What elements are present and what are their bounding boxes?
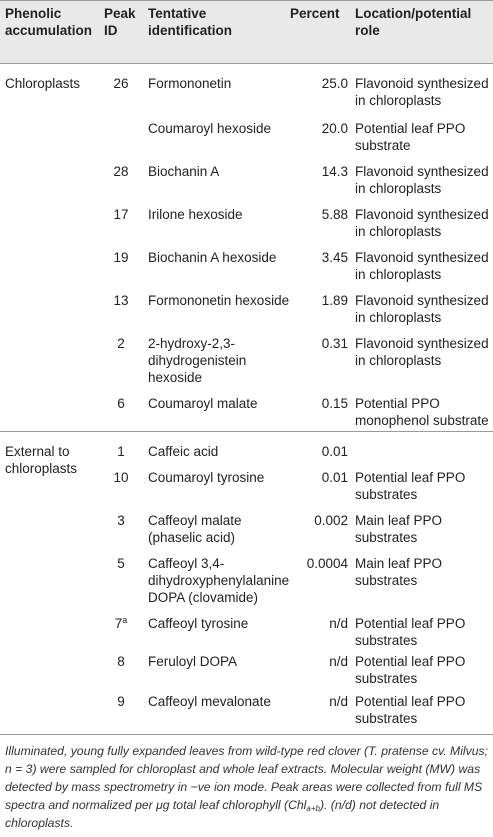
- compound-name: Coumaroyl malate: [148, 396, 258, 411]
- compound-name: Biochanin A: [148, 164, 220, 179]
- percent-value: 0.01: [321, 470, 348, 485]
- table-header: [0, 0, 493, 64]
- group-label-external: External to chloroplasts: [5, 444, 78, 476]
- compound-name: Caffeoyl 3,4-dihydroxyphenylalanine DOPA (clovamide): [148, 556, 290, 605]
- header-location-role: Location/potential role: [355, 6, 472, 38]
- table-bottom-rule: [0, 734, 493, 735]
- peak-id: 8: [117, 654, 125, 669]
- compound-name: Caffeoyl tyrosine: [148, 616, 249, 631]
- peak-id: 19: [113, 250, 129, 265]
- percent-value: n/d: [329, 694, 348, 709]
- header-tentative-identification: Tentative identification: [148, 6, 232, 38]
- peak-id: 26: [113, 76, 129, 91]
- peak-id: 10: [113, 470, 129, 485]
- location-role: Potential leaf PPO substrates: [355, 694, 466, 726]
- peak-id: 17: [113, 207, 129, 222]
- location-role: Potential leaf PPO substrate: [355, 121, 466, 153]
- compound-name: Irilone hexoside: [148, 207, 243, 222]
- compound-name: Biochanin A hexoside: [148, 250, 277, 265]
- percent-value: 0.002: [314, 513, 348, 528]
- compound-name: Caffeic acid: [148, 444, 219, 459]
- location-role: Flavonoid synthesized in chloroplasts: [355, 207, 489, 239]
- percent-value: 1.89: [321, 293, 348, 308]
- compound-name: Coumaroyl tyrosine: [148, 470, 265, 485]
- percent-value: 0.31: [321, 336, 348, 351]
- peak-id: 7$^a$: [114, 615, 128, 631]
- group-divider: [0, 431, 493, 432]
- header-percent: Percent: [290, 6, 340, 21]
- table-footnote: Illuminated, young fully expanded leaves from wild-type red clover (T. pratense cv. Milvus; n = 3) were sampled for chloroplast and whole leaf extracts. Molecular weight (MW) was detected by mass spectrometry in −ve ion mode. Peak areas were collected from full MS spectra and normalized per μg total leaf chlorophyll (Chl$_{a+b}$). (n/d) not detected in chloroplasts.: [5, 744, 488, 830]
- location-role: Potential leaf PPO substrates: [355, 616, 466, 648]
- percent-value: 20.0: [321, 121, 348, 136]
- percent-value: n/d: [329, 654, 348, 669]
- location-role: Flavonoid synthesized in chloroplasts: [355, 293, 489, 325]
- location-role: Main leaf PPO substrates: [355, 556, 443, 588]
- percent-value: 0.0004: [306, 556, 348, 571]
- percent-value: n/d: [329, 616, 348, 631]
- header-peak-id: Peak ID: [104, 6, 136, 38]
- footnote-marker: a: [122, 615, 128, 625]
- percent-value: 5.88: [321, 207, 348, 222]
- location-role: Potential PPO monophenol substrate: [355, 396, 489, 428]
- percent-value: 25.0: [321, 76, 348, 91]
- location-role: Flavonoid synthesized in chloroplasts: [355, 336, 489, 368]
- location-role: Flavonoid synthesized in chloroplasts: [355, 250, 489, 282]
- peak-id: 1: [117, 444, 125, 459]
- location-role: Flavonoid synthesized in chloroplasts: [355, 164, 489, 196]
- location-role: Potential leaf PPO substrates: [355, 654, 466, 686]
- compound-name: 2-hydroxy-2,3-dihydrogenistein hexoside: [148, 336, 247, 385]
- location-role: Flavonoid synthesized in chloroplasts: [355, 76, 489, 108]
- peak-id: 6: [117, 396, 125, 411]
- peak-id: 3: [117, 513, 125, 528]
- header-phenolic-accumulation: Phenolic accumulation: [5, 6, 93, 38]
- compound-name: Formononetin hexoside: [148, 293, 290, 308]
- compound-name: Caffeoyl mevalonate: [148, 694, 271, 709]
- location-role: Potential leaf PPO substrates: [355, 470, 466, 502]
- compound-name: Coumaroyl hexoside: [148, 121, 272, 136]
- peak-id: 28: [113, 164, 129, 179]
- percent-value: 3.45: [321, 250, 348, 265]
- compound-name: Formononetin: [148, 76, 232, 91]
- peak-id: 2: [117, 336, 125, 351]
- location-role: Main leaf PPO substrates: [355, 513, 443, 545]
- compound-name: Feruloyl DOPA: [148, 654, 238, 669]
- peak-id: 13: [113, 293, 129, 308]
- percent-value: 14.3: [321, 164, 348, 179]
- group-label-chloroplasts: Chloroplasts: [5, 76, 81, 91]
- peak-id: 5: [117, 556, 125, 571]
- percent-value: 0.15: [321, 396, 348, 411]
- peak-id: 9: [117, 694, 125, 709]
- compound-name: Caffeoyl malate (phaselic acid): [148, 513, 242, 545]
- percent-value: 0.01: [321, 444, 348, 459]
